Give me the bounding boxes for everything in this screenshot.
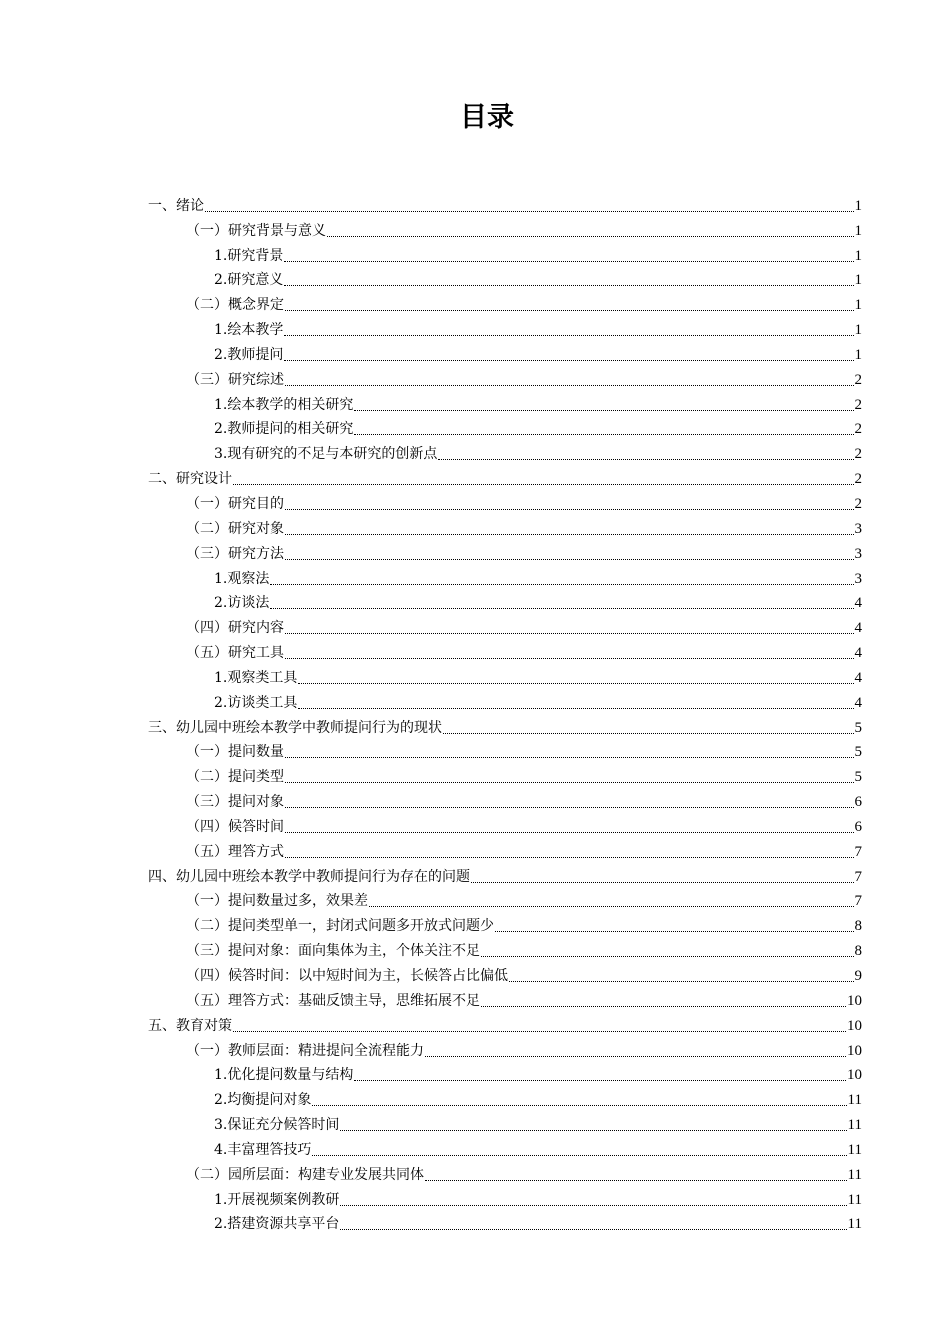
toc-page-number: 11 [847,1191,862,1208]
toc-entry[interactable] [148,987,862,1012]
toc-entry[interactable] [148,838,862,863]
toc-entry[interactable] [148,316,862,341]
toc-entry-label: 2.搭建资源共享平台 [214,1216,340,1233]
toc-dot-leader [340,1205,846,1206]
toc-entry-label: 2.访谈法 [214,595,270,612]
toc-entry[interactable] [148,1037,862,1062]
toc-page-number: 1 [854,322,862,339]
toc-dot-leader [509,981,854,982]
toc-entry[interactable] [148,242,862,267]
toc-entry-label: （二）提问类型 [186,769,284,786]
toc-entry-label: 五、教育对策 [148,1017,232,1034]
toc-page-number: 1 [854,197,862,214]
toc-entry[interactable] [148,863,862,888]
toc-entry-label: 二、研究设计 [148,471,232,488]
toc-entry[interactable] [148,962,862,987]
toc-page-number: 2 [854,396,862,413]
toc-entry-label: 2.教师提问 [214,346,284,363]
toc-page-number: 6 [854,818,862,835]
toc-page-number: 8 [854,918,862,935]
toc-page-number: 2 [854,495,862,512]
toc-dot-leader [327,236,854,237]
toc-page-number: 1 [854,247,862,264]
toc-page-number: 2 [854,421,862,438]
toc-entry-label: （四）研究内容 [186,620,284,637]
toc-dot-leader [270,608,853,609]
toc-entry-label: 1.观察法 [214,570,270,587]
toc-entry-label: （五）理答方式：基础反馈主导，思维拓展不足 [186,992,480,1009]
toc-entry[interactable] [148,465,862,490]
toc-entry[interactable] [148,714,862,739]
toc-entry[interactable] [148,788,862,813]
toc-entry-label: 3.现有研究的不足与本研究的创新点 [214,446,438,463]
toc-dot-leader [285,782,854,783]
toc-dot-leader [425,1056,846,1057]
toc-page-number: 10 [847,1017,862,1034]
toc-entry[interactable] [148,291,862,316]
toc-title: 目录 [460,102,514,133]
toc-entry[interactable] [148,813,862,838]
toc-page-number: 1 [854,222,862,239]
toc-page-number: 11 [847,1092,862,1109]
toc-dot-leader [298,683,853,684]
toc-entry[interactable] [148,937,862,962]
toc-entry-label: （五）研究工具 [186,645,284,662]
toc-entry-label: 1.观察类工具 [214,669,298,686]
toc-dot-leader [285,509,854,510]
toc-entry-label: 1.绘本教学 [214,322,284,339]
toc-dot-leader [285,633,854,634]
toc-entry[interactable] [148,440,862,465]
toc-entry[interactable] [148,912,862,937]
toc-entry-label: （二）概念界定 [186,297,284,314]
toc-entry-label: 3.保证充分候答时间 [214,1117,340,1134]
toc-entry[interactable] [148,1111,862,1136]
toc-dot-leader [481,956,854,957]
toc-page-number: 10 [847,992,862,1009]
toc-entry[interactable] [148,888,862,913]
toc-entry-label: （一）提问数量过多，效果差 [186,893,368,910]
toc-dot-leader [285,385,854,386]
toc-page-number: 4 [854,620,862,637]
toc-page-number: 3 [854,545,862,562]
toc-page-number: 5 [854,769,862,786]
toc-dot-leader [312,1155,846,1156]
toc-page-number: 8 [854,943,862,960]
toc-page-number: 10 [847,1067,862,1084]
toc-entry-label: 1.优化提问数量与结构 [214,1067,354,1084]
toc-entry-label: （三）研究方法 [186,545,284,562]
toc-page-number: 1 [854,297,862,314]
toc-entry[interactable] [148,1062,862,1087]
toc-entry[interactable] [148,267,862,292]
toc-dot-leader [233,484,854,485]
toc-page-number: 4 [854,645,862,662]
toc-dot-leader [438,459,853,460]
toc-page-number: 2 [854,471,862,488]
toc-page-number: 10 [847,1042,862,1059]
toc-entry[interactable] [148,664,862,689]
toc-entry-label: （一）研究背景与意义 [186,222,326,239]
toc-entry[interactable] [148,763,862,788]
toc-entry[interactable] [148,590,862,615]
toc-dot-leader [284,360,853,361]
toc-page-number: 7 [854,843,862,860]
toc-entry-label: 1.开展视频案例教研 [214,1191,340,1208]
toc-dot-leader [340,1130,846,1131]
toc-dot-leader [285,832,854,833]
toc-entry[interactable] [148,490,862,515]
toc-dot-leader [443,733,854,734]
toc-entry-label: （三）提问对象：面向集体为主，个体关注不足 [186,943,480,960]
toc-entry-label: （二）提问类型单一，封闭式问题多开放式问题少 [186,918,494,935]
toc-entry[interactable] [148,391,862,416]
toc-page-number: 5 [854,744,862,761]
toc-dot-leader [285,310,854,311]
toc-page-number: 4 [854,595,862,612]
toc-entry-label: （四）候答时间：以中短时间为主，长候答占比偏低 [186,968,508,984]
toc-entry-label: （二）研究对象 [186,520,284,537]
toc-entry[interactable] [148,565,862,590]
toc-page-number: 11 [847,1141,862,1158]
toc-entry-label: （二）园所层面：构建专业发展共同体 [186,1166,424,1183]
toc-page-number: 1 [854,272,862,289]
toc-entry[interactable] [148,515,862,540]
toc-dot-leader [285,857,854,858]
toc-entry-label: 一、绪论 [148,197,204,214]
toc-page-number: 3 [854,520,862,537]
toc-entry[interactable] [148,739,862,764]
toc-dot-leader [285,658,854,659]
toc-entry-label: 三、幼儿园中班绘本教学中教师提问行为的现状 [148,719,442,736]
toc-page-number: 4 [854,669,862,686]
toc-entry-label: （一）提问数量 [186,744,284,761]
toc-page-number: 9 [854,968,862,984]
toc-dot-leader [354,434,853,435]
toc-page-number: 11 [847,1166,862,1183]
toc-dot-leader [298,708,853,709]
toc-entry[interactable] [148,217,862,242]
toc-page-number: 5 [854,719,862,736]
toc-entry-label: （三）研究综述 [186,371,284,388]
toc-entry-label: （四）候答时间 [186,818,284,835]
toc-entry-label: （一）教师层面：精进提问全流程能力 [186,1042,424,1059]
toc-entry-label: （一）研究目的 [186,495,284,512]
toc-page-number: 7 [854,893,862,910]
toc-dot-leader [340,1229,846,1230]
toc-page-number: 4 [854,694,862,711]
toc-dot-leader [425,1180,847,1181]
toc-entry[interactable] [148,1012,862,1037]
toc-entry-label: 2.研究意义 [214,272,284,289]
toc-page-number: 6 [854,794,862,811]
toc-entry-label: （三）提问对象 [186,794,284,811]
toc-entry-label: 2.访谈类工具 [214,694,298,711]
toc-entry-label: 四、幼儿园中班绘本教学中教师提问行为存在的问题 [148,868,470,885]
toc-dot-leader [495,931,854,932]
toc-dot-leader [354,1080,846,1081]
toc-dot-leader [285,559,854,560]
toc-dot-leader [284,285,853,286]
toc-dot-leader [354,410,853,411]
toc-entry[interactable] [148,341,862,366]
toc-dot-leader [270,584,853,585]
toc-dot-leader [233,1031,846,1032]
toc-entry[interactable] [148,1136,862,1161]
toc-page-number: 11 [847,1216,862,1233]
toc-entry-label: 4.丰富理答技巧 [214,1141,312,1158]
toc-page-number: 7 [854,868,862,885]
toc-entry[interactable] [148,1211,862,1236]
toc-page-number: 1 [854,346,862,363]
toc-entry[interactable] [148,192,862,217]
toc-entry[interactable] [148,366,862,391]
toc-entry[interactable] [148,1186,862,1211]
toc-dot-leader [369,906,854,907]
toc-dot-leader [285,534,854,535]
toc-page-number: 11 [847,1117,862,1134]
toc-page-number: 2 [854,446,862,463]
toc-entry[interactable] [148,1161,862,1186]
toc-entry[interactable] [148,614,862,639]
toc-entry[interactable] [148,416,862,441]
toc-dot-leader [312,1105,846,1106]
toc-entry[interactable] [148,1086,862,1111]
toc-dot-leader [284,335,853,336]
toc-entry-label: （五）理答方式 [186,843,284,860]
toc-entry[interactable] [148,540,862,565]
toc-entry-label: 2.均衡提问对象 [214,1092,312,1109]
toc-entry[interactable] [148,639,862,664]
toc-dot-leader [481,1006,846,1007]
toc-entry-label: 1.研究背景 [214,247,284,264]
toc-dot-leader [285,807,854,808]
table-of-contents [148,192,862,1235]
toc-dot-leader [285,757,854,758]
toc-page-number: 3 [854,570,862,587]
toc-page-number: 2 [854,371,862,388]
toc-dot-leader [471,882,854,883]
toc-dot-leader [284,261,853,262]
toc-entry-label: 2.教师提问的相关研究 [214,421,354,438]
toc-entry[interactable] [148,689,862,714]
toc-dot-leader [205,211,854,212]
toc-entry-label: 1.绘本教学的相关研究 [214,396,354,413]
